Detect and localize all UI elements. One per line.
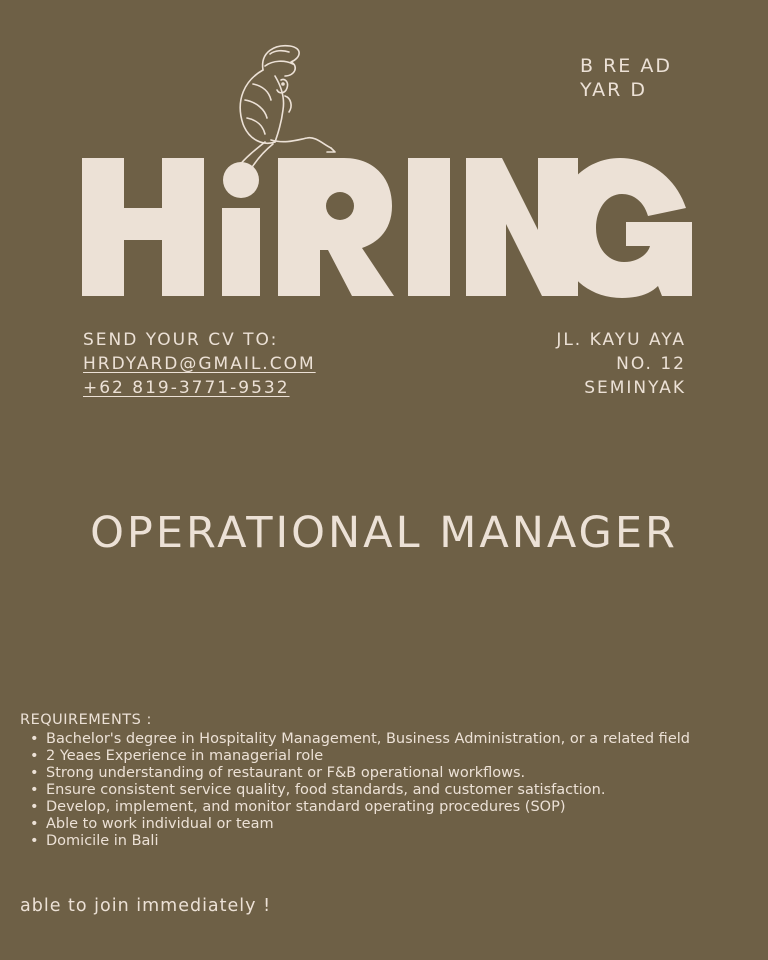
closing-note: able to join immediately !	[20, 896, 272, 916]
requirement-item: • Domicile in Bali	[46, 833, 720, 850]
requirements-list	[20, 731, 720, 850]
phone-link[interactable]: +62 819-3771-9532	[83, 378, 290, 398]
contact-label: SEND YOUR CV TO:	[83, 330, 279, 350]
hiring-headline	[82, 150, 692, 300]
address-line-1: JL. KAYU AYA	[556, 330, 686, 350]
requirement-item: • Able to work individual or team	[46, 816, 720, 833]
email-link[interactable]: HRDYARD@GMAIL.COM	[83, 354, 316, 374]
requirements-section	[20, 712, 720, 850]
position-title: OPERATIONAL MANAGER	[90, 508, 678, 558]
address-block	[556, 328, 686, 400]
address-line-2: NO. 12	[616, 354, 686, 374]
requirement-item: • Strong understanding of restaurant or F&B operational workflows.	[46, 765, 720, 782]
address-line-3: SEMINYAK	[584, 378, 686, 398]
requirement-item: • 2 Yeaes Experience in managerial role	[46, 748, 720, 765]
contact-block	[83, 328, 316, 400]
requirements-title: REQUIREMENTS :	[20, 712, 152, 728]
requirement-item: • Bachelor's degree in Hospitality Management, Business Administration, or a related field	[46, 731, 720, 748]
brand-logo: B RE AD YAR D	[580, 55, 672, 101]
requirement-item: • Develop, implement, and monitor standard operating procedures (SOP)	[46, 799, 720, 816]
requirement-item: • Ensure consistent service quality, food standards, and customer satisfaction.	[46, 782, 720, 799]
